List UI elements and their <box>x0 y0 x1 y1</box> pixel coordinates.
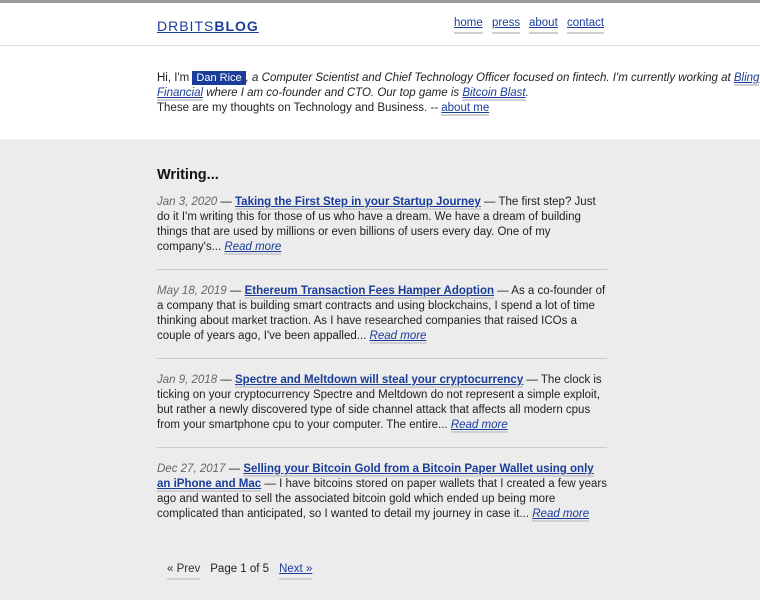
post-excerpt: As a co-founder of a company that is building smart contracts and using blockchains, I spend a lot of time thinking about market traction. As I have researched companies that raised ICOs a couple of years ago, I've been appalled... <box>157 285 606 342</box>
about-me-link[interactable]: about me <box>441 102 490 114</box>
intro-desc-3: . <box>525 87 529 99</box>
read-more-link[interactable]: Read more <box>369 330 427 342</box>
author-name-badge: Dan Rice <box>192 71 245 85</box>
post-item: Jan 9, 2018 — Spectre and Meltdown will steal your cryptocurrency — The clock is ticking on your cryptocurrency Spectre and Meltdown do not represent a simple exploit, but rather a newly discovered type of side channel attack that affects all modern cpus from your smartphone cpu to your computer. The entire... Read more <box>157 373 607 448</box>
post-excerpt: The first step? Just do it I'm writing this for those of us who have a dream. We have a dream of building things that are used by millions or even billions of users every day. One of my company's... <box>157 196 596 253</box>
post-date: Dec 27, 2017 <box>157 463 226 475</box>
intro-section <box>0 46 760 139</box>
company-link[interactable]: Bling Financial <box>157 72 760 99</box>
site-logo-link[interactable] <box>157 18 259 34</box>
writing-section <box>0 139 607 536</box>
read-more-link[interactable]: Read more <box>532 508 590 520</box>
intro-desc-2: where I am co-founder and CTO. Our top game is <box>203 87 463 99</box>
post-item: Jan 3, 2020 — Taking the First Step in your Startup Journey — The first step? Just do it I'm writing this for those of us who have a dream. We have a dream of building things that are used by millions or even billions of users every day. One of my company's... Read more <box>157 195 607 270</box>
next-page-button[interactable]: Next » <box>279 563 312 580</box>
post-item: May 18, 2019 — Ethereum Transaction Fees Hamper Adoption — As a co-founder of a company that is building smart contracts and using blockchains, I spend a lot of time thinking about market traction. As I have researched companies that raised ICOs a couple of years ago, I've been appalled... Read more <box>157 284 607 359</box>
read-more-link[interactable]: Read more <box>224 241 282 253</box>
intro-greeting: Hi, I'm <box>157 72 193 84</box>
post-date: Jan 3, 2020 <box>157 196 218 208</box>
nav-contact-link[interactable]: contact <box>567 17 604 34</box>
nav-home-link[interactable]: home <box>454 17 483 34</box>
post-date: Jan 9, 2018 <box>157 374 218 386</box>
brand-prefix: DRBITS <box>157 18 215 34</box>
read-more-link[interactable]: Read more <box>450 419 508 431</box>
nav-about-link[interactable]: about <box>529 17 558 34</box>
game-link[interactable]: Bitcoin Blast <box>462 87 526 99</box>
post-title-link[interactable]: Taking the First Step in your Startup Journey <box>235 196 481 208</box>
site-header <box>0 3 760 46</box>
post-excerpt: The clock is ticking on your cryptocurrency Spectre and Meltdown do not represent a simple exploit, but rather a newly discovered type of side channel attack that affects all modern cpus from your smartphone cpu to your computer. The entire... <box>157 374 602 431</box>
pagination <box>167 563 312 580</box>
post-title-link[interactable]: Selling your Bitcoin Gold from a Bitcoin Paper Wallet using only an iPhone and Mac <box>157 463 594 490</box>
post-item: Dec 27, 2017 — Selling your Bitcoin Gold from a Bitcoin Paper Wallet using only an iPhone and Mac — I have bitcoins stored on paper wallets that I created a few years ago and wanted to sell the associated bitcoin gold which ended up being more complicated than anticipated, so I wanted to detail my journey in case it... Read more <box>157 463 607 520</box>
post-title-link[interactable]: Ethereum Transaction Fees Hamper Adoption <box>244 285 495 297</box>
intro-thoughts: These are my thoughts on Technology and Business. -- <box>157 102 442 114</box>
post-date: May 18, 2019 <box>157 285 227 297</box>
brand-suffix: BLOG <box>214 18 259 34</box>
page-status: Page 1 of 5 <box>210 563 270 575</box>
prev-page-button[interactable]: « Prev <box>167 563 200 580</box>
post-excerpt: I have bitcoins stored on paper wallets that I created a few years ago and wanted to sell the associated bitcoin gold which ended up being more complicated than anticipated, so I wanted to detail my journey in case it... <box>157 478 607 520</box>
intro-desc-1: , a Computer Scientist and Chief Technology Officer focused on fintech. I'm currently working at <box>245 72 734 84</box>
post-title-link[interactable]: Spectre and Meltdown will steal your cryptocurrency <box>235 374 524 386</box>
writing-heading: Writing... <box>157 167 219 183</box>
nav-press-link[interactable]: press <box>492 17 520 34</box>
